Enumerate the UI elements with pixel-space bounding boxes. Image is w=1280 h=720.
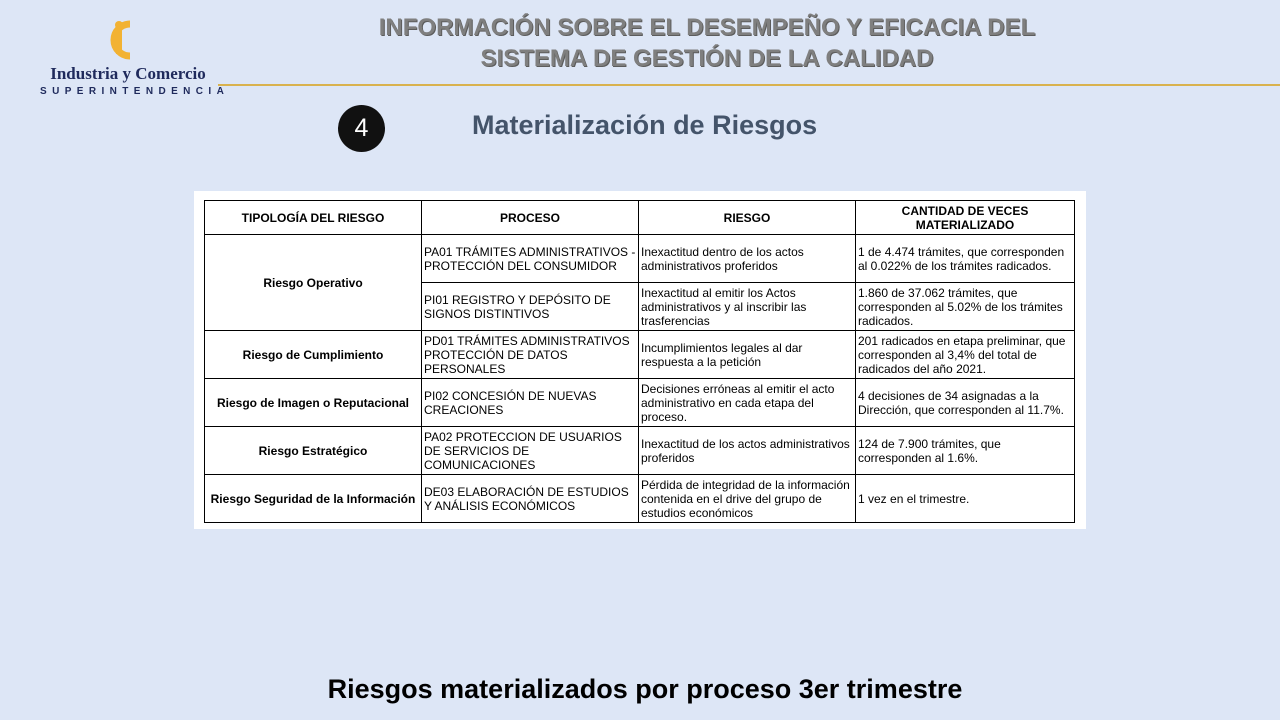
page-title-line-2: SISTEMA DE GESTIÓN DE LA CALIDAD: [480, 45, 934, 72]
tipologia-cell: Riesgo Operativo: [205, 235, 422, 331]
risk-table-panel: [194, 191, 1086, 529]
proceso-cell: PA02 PROTECCION DE USUARIOS DE SERVICIOS DE COMUNICACIONES: [422, 427, 639, 475]
column-header-tipologia: TIPOLOGÍA DEL RIESGO: [205, 201, 422, 235]
riesgo-cell: Pérdida de integridad de la información contenida en el drive del grupo de estudios económicos: [639, 475, 856, 523]
risk-table: [204, 200, 1075, 523]
table-row: [205, 379, 1075, 427]
section-number-badge: 4: [338, 105, 385, 152]
footer-caption: Riesgos materializados por proceso 3er trimestre: [327, 674, 963, 704]
cantidad-cell: 201 radicados en etapa preliminar, que corresponden al 3,4% del total de radicados del año 2021.: [856, 331, 1075, 379]
cantidad-cell: 1 de 4.474 trámites, que corresponden al 0.022% de los trámites radicados.: [856, 235, 1075, 283]
sic-logo: [36, 18, 230, 100]
table-row: [205, 427, 1075, 475]
header-divider: [218, 84, 1280, 86]
riesgo-cell: Inexactitud dentro de los actos administrativos proferidos: [639, 235, 856, 283]
riesgo-cell: Decisiones erróneas al emitir el acto administrativo en cada etapa del proceso.: [639, 379, 856, 427]
sic-emblem-icon: [100, 18, 146, 62]
section-title: Materialización de Riesgos: [472, 110, 818, 140]
proceso-cell: PA01 TRÁMITES ADMINISTRATIVOS - PROTECCIÓN DEL CONSUMIDOR: [422, 235, 639, 283]
cantidad-cell: 1.860 de 37.062 trámites, que corresponden al 5.02% de los trámites radicados.: [856, 283, 1075, 331]
page-title: [300, 12, 1114, 74]
tipologia-cell: Riesgo de Imagen o Reputacional: [205, 379, 422, 427]
proceso-cell: PD01 TRÁMITES ADMINISTRATIVOS PROTECCIÓN DE DATOS PERSONALES: [422, 331, 639, 379]
cantidad-cell: 124 de 7.900 trámites, que corresponden al 1.6%.: [856, 427, 1075, 475]
tipologia-cell: Riesgo Estratégico: [205, 427, 422, 475]
riesgo-cell: Inexactitud de los actos administrativos proferidos: [639, 427, 856, 475]
proceso-cell: PI01 REGISTRO Y DEPÓSITO DE SIGNOS DISTINTIVOS: [422, 283, 639, 331]
cantidad-cell: 4 decisiones de 34 asignadas a la Dirección, que corresponden al 11.7%.: [856, 379, 1075, 427]
table-row: [205, 235, 1075, 283]
riesgo-cell: Incumplimientos legales al dar respuesta a la petición: [639, 331, 856, 379]
logo-name: Industria y Comercio: [50, 64, 206, 83]
proceso-cell: DE03 ELABORACIÓN DE ESTUDIOS Y ANÁLISIS ECONÓMICOS: [422, 475, 639, 523]
cantidad-cell: 1 vez en el trimestre.: [856, 475, 1075, 523]
column-header-riesgo: RIESGO: [639, 201, 856, 235]
page-title-line-1: INFORMACIÓN SOBRE EL DESEMPEÑO Y EFICACIA DEL: [378, 14, 1036, 41]
column-header-cantidad: CANTIDAD DE VECES MATERIALIZADO: [856, 201, 1075, 235]
riesgo-cell: Inexactitud al emitir los Actos administrativos y al inscribir las trasferencias: [639, 283, 856, 331]
column-header-proceso: PROCESO: [422, 201, 639, 235]
table-header-row: [205, 201, 1075, 235]
proceso-cell: PI02 CONCESIÓN DE NUEVAS CREACIONES: [422, 379, 639, 427]
tipologia-cell: Riesgo Seguridad de la Información: [205, 475, 422, 523]
table-row: [205, 331, 1075, 379]
logo-subtitle: SUPERINTENDENCIA: [40, 86, 230, 97]
table-row: [205, 475, 1075, 523]
tipologia-cell: Riesgo de Cumplimiento: [205, 331, 422, 379]
